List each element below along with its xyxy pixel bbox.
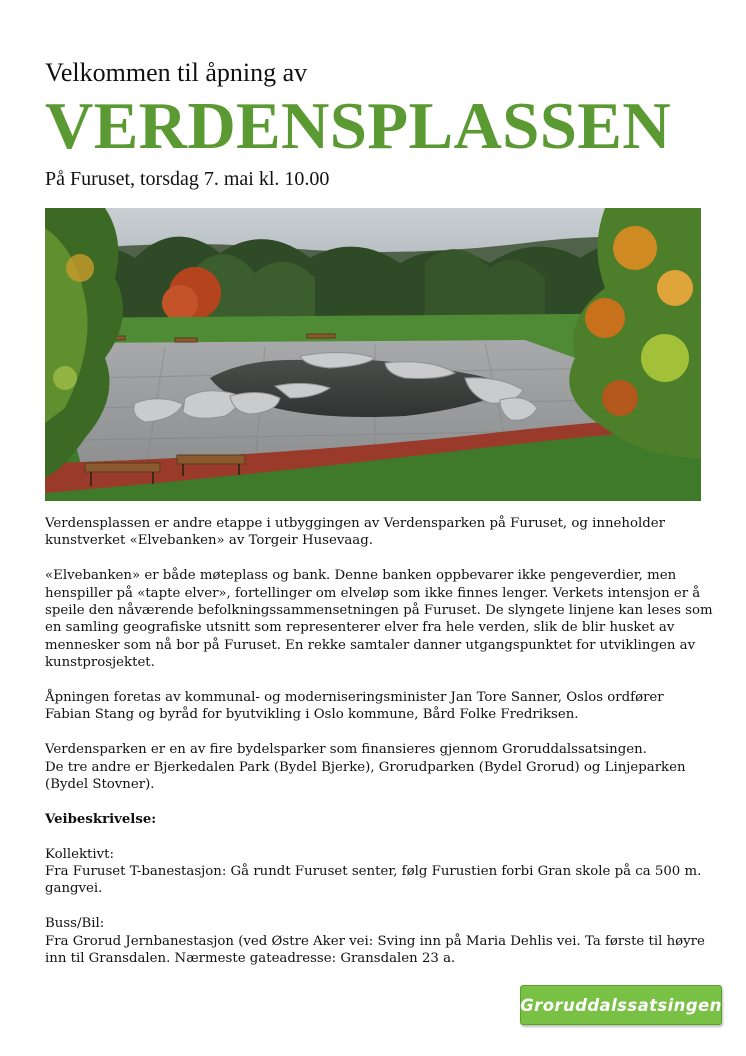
- park-photo: [45, 208, 701, 501]
- subtitle: Velkommen til åpning av: [45, 58, 308, 87]
- transit-directions: Kollektivt: Fra Furuset T-banestasjon: Gå rundt Furuset senter, følg Furustien forbi Gran skole på ca 500 m. gangvei.: [45, 846, 702, 897]
- body-text: [45, 515, 725, 985]
- event-dateline: På Furuset, torsdag 7. mai kl. 10.00: [45, 168, 330, 190]
- groruddalssatsingen-logo: Groruddalssatsingen: [520, 985, 722, 1025]
- car-directions: Buss/Bil: Fra Grorud Jernbanestasjon (ved Østre Aker vei: Sving inn på Maria Dehlis vei. Ta første til høyre inn til Gransdalen. Nærmeste gateadresse: Gransdalen 23 a.: [45, 916, 705, 967]
- opening-paragraph: Åpningen foretas av kommunal- og moderniseringsminister Jan Tore Sanner, Oslos ordfører Fabian Stang og byråd for byutvikling i Oslo kommune, Bård Folke Fredriksen.: [45, 690, 664, 723]
- parks-paragraph: Verdensparken er en av fire bydelsparker som finansieres gjennom Groruddalssatsingen. De tre andre er Bjerkedalen Park (Bydel Bjerke), Grorudparken (Bydel Grorud) og Linjeparken (Bydel Stovner).: [45, 742, 686, 793]
- artwork-paragraph: «Elvebanken» er både møteplass og bank. Denne banken oppbevarer ikke pengeverdier, men henspiller på «tapte elver», fortellinger om elveløp som ikke finnes lenger. Verkets intensjon er å speile den nåværende befolkningssammensetningen på Furuset. De slyngete linjene kan leses som en samling geografiske utsnitt som representerer elver fra hele verden, slik de blir husket av mennesker som nå bor på Furuset. En rekke samtaler danner utgangspunktet for utviklingen av kunstprosjektet.: [45, 568, 713, 671]
- page-title: VERDENSPLASSEN: [45, 89, 671, 163]
- intro-paragraph: Verdensplassen er andre etappe i utbyggingen av Verdensparken på Furuset, og inneholder kunstverket «Elvebanken» av Torgeir Husevaag.: [45, 516, 665, 549]
- directions-heading: Veibeskrivelse:: [45, 811, 157, 827]
